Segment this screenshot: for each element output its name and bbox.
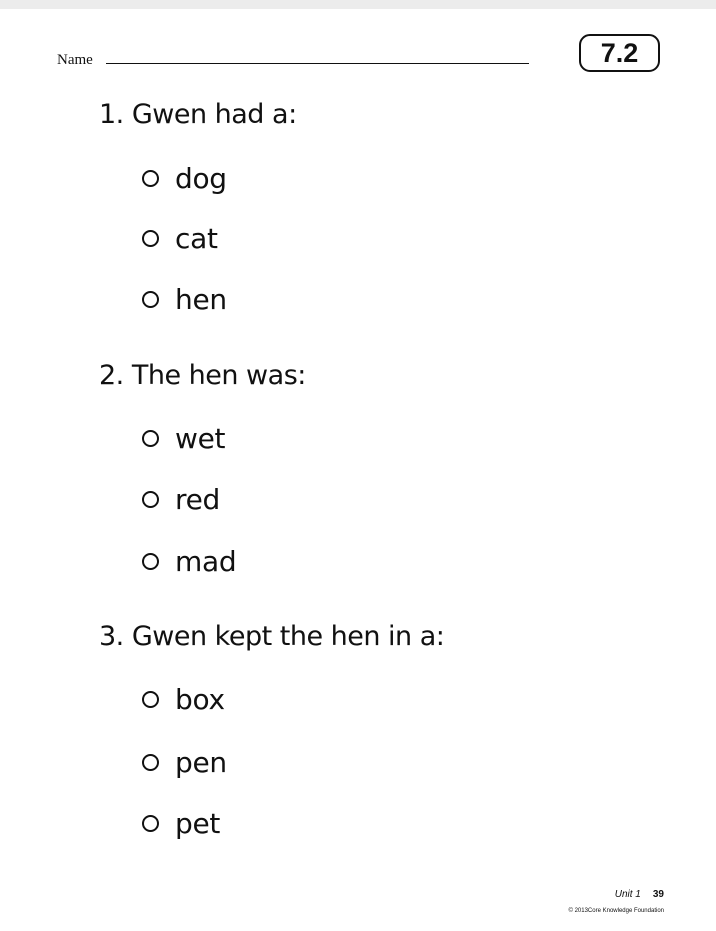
answer-bubble-icon[interactable] xyxy=(142,430,159,447)
option-label: mad xyxy=(175,544,237,578)
question-3-option-2[interactable] xyxy=(142,744,227,780)
answer-bubble-icon[interactable] xyxy=(142,815,159,832)
question-1: 1. Gwen had a: xyxy=(99,99,297,130)
answer-bubble-icon[interactable] xyxy=(142,553,159,570)
worksheet-number-badge: 7.2 xyxy=(579,34,660,72)
answer-bubble-icon[interactable] xyxy=(142,491,159,508)
answer-bubble-icon[interactable] xyxy=(142,754,159,771)
option-label: cat xyxy=(175,221,218,255)
question-2-option-2[interactable] xyxy=(142,481,220,517)
page-number: 39 xyxy=(652,889,664,900)
name-row xyxy=(57,49,93,69)
option-label: red xyxy=(175,482,220,516)
answer-bubble-icon[interactable] xyxy=(142,170,159,187)
option-label: hen xyxy=(175,282,227,316)
option-label: dog xyxy=(175,161,227,195)
question-3: 3. Gwen kept the hen in a: xyxy=(99,621,445,652)
question-1-option-2[interactable] xyxy=(142,220,218,256)
copyright-notice: © 2013Core Knowledge Foundation xyxy=(568,908,664,914)
answer-bubble-icon[interactable] xyxy=(142,291,159,308)
question-1-option-1[interactable] xyxy=(142,160,227,196)
name-label: Name xyxy=(57,52,93,68)
question-2-option-1[interactable] xyxy=(142,420,225,456)
name-line[interactable] xyxy=(106,63,529,64)
question-1-option-3[interactable] xyxy=(142,281,227,317)
question-2-option-3[interactable] xyxy=(142,543,236,579)
page-footer xyxy=(560,889,664,900)
option-label: pen xyxy=(175,745,227,779)
option-label: wet xyxy=(175,421,226,455)
option-label: pet xyxy=(175,806,221,840)
option-label: box xyxy=(175,682,225,716)
answer-bubble-icon[interactable] xyxy=(142,230,159,247)
answer-bubble-icon[interactable] xyxy=(142,691,159,708)
question-2: 2. The hen was: xyxy=(99,360,306,391)
unit-label: Unit 1 xyxy=(614,889,641,900)
question-3-option-3[interactable] xyxy=(142,805,220,841)
top-edge-strip xyxy=(0,0,716,9)
question-3-option-1[interactable] xyxy=(142,681,225,717)
